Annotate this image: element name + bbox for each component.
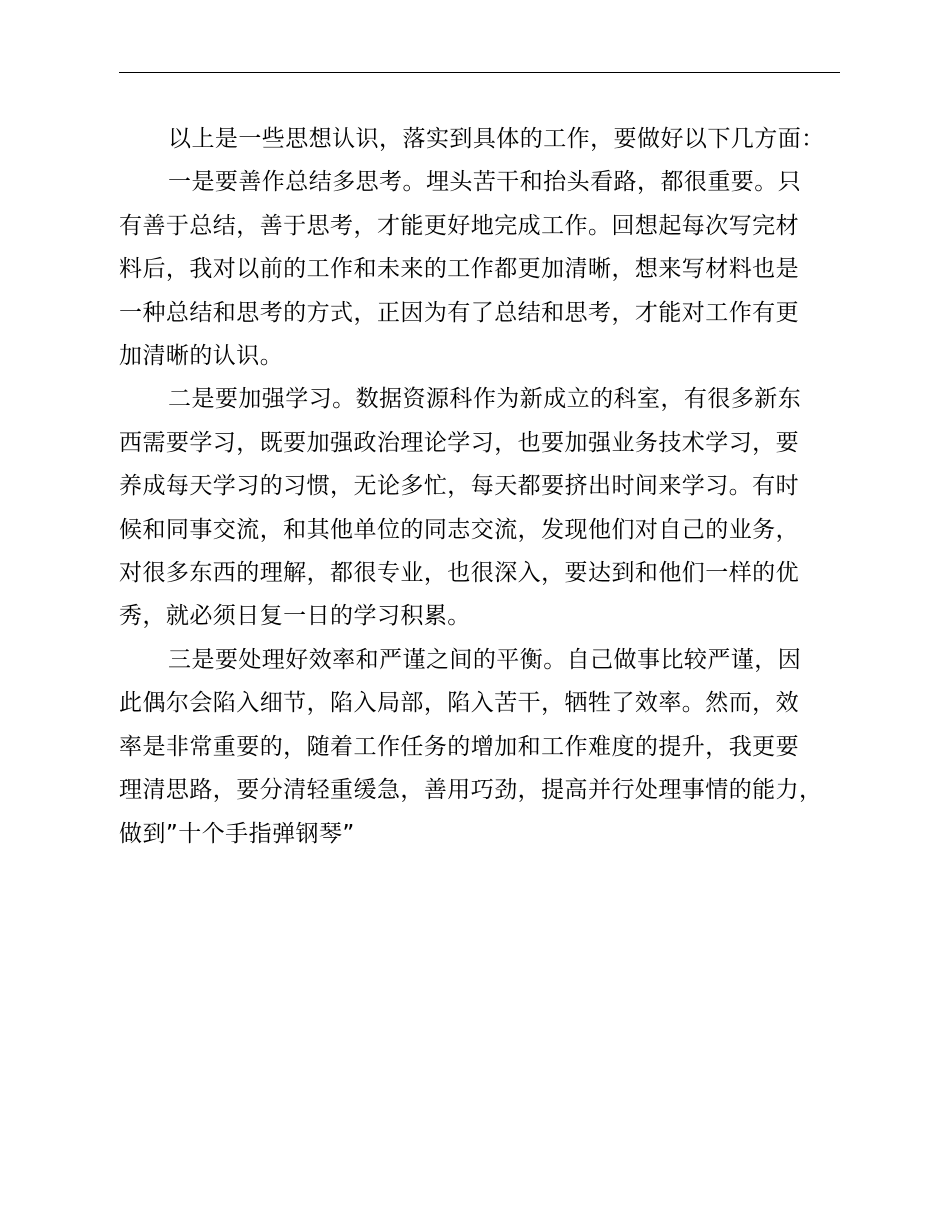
text-line: 秀，就必须日复一日的学习积累。 — [119, 603, 471, 630]
text-line: 有善于总结，善于思考，才能更好地完成工作。回想起每次写完材 — [119, 212, 800, 239]
paragraph-point-one — [119, 161, 859, 378]
text-line: 对很多东西的理解，都很专业，也很深入，要达到和他们一样的优 — [119, 560, 800, 587]
text-line: 养成每天学习的习惯，无论多忙，每天都要挤出时间来学习。有时 — [119, 473, 800, 500]
paragraph-point-three — [119, 639, 859, 856]
text-line: 率是非常重要的，随着工作任务的增加和工作难度的提升，我更要 — [119, 733, 800, 760]
text-line: 料后，我对以前的工作和未来的工作都更加清晰，想来写材料也是 — [119, 256, 800, 283]
header-rule — [119, 72, 840, 73]
paragraph-intro — [119, 118, 859, 161]
text-line: 一是要善作总结多思考。埋头苦干和抬头看路，都很重要。只 — [168, 169, 802, 196]
text-line: 三是要处理好效率和严谨之间的平衡。自己做事比较严谨，因 — [168, 646, 802, 673]
text-line: 理清思路，要分清轻重缓急，善用巧劲，提高并行处理事情的能力， — [119, 777, 823, 804]
text-line: 做到”十个手指弹钢琴” — [119, 820, 355, 847]
text-line: 此偶尔会陷入细节，陷入局部，陷入苦干，牺牲了效率。然而，效 — [119, 690, 800, 717]
text-line: 候和同事交流，和其他单位的同志交流，发现他们对自己的业务， — [119, 516, 800, 543]
paragraph-point-two — [119, 378, 859, 638]
text-line: 西需要学习，既要加强政治理论学习，也要加强业务技术学习，要 — [119, 429, 800, 456]
text-line: 二是要加强学习。数据资源科作为新成立的科室，有很多新东 — [168, 386, 802, 413]
body-text — [119, 118, 859, 856]
text-line: 加清晰的认识。 — [119, 343, 284, 370]
text-line: 一种总结和思考的方式，正因为有了总结和思考，才能对工作有更 — [119, 299, 800, 326]
text-line: 以上是一些思想认识，落实到具体的工作，要做好以下几方面： — [168, 126, 825, 152]
